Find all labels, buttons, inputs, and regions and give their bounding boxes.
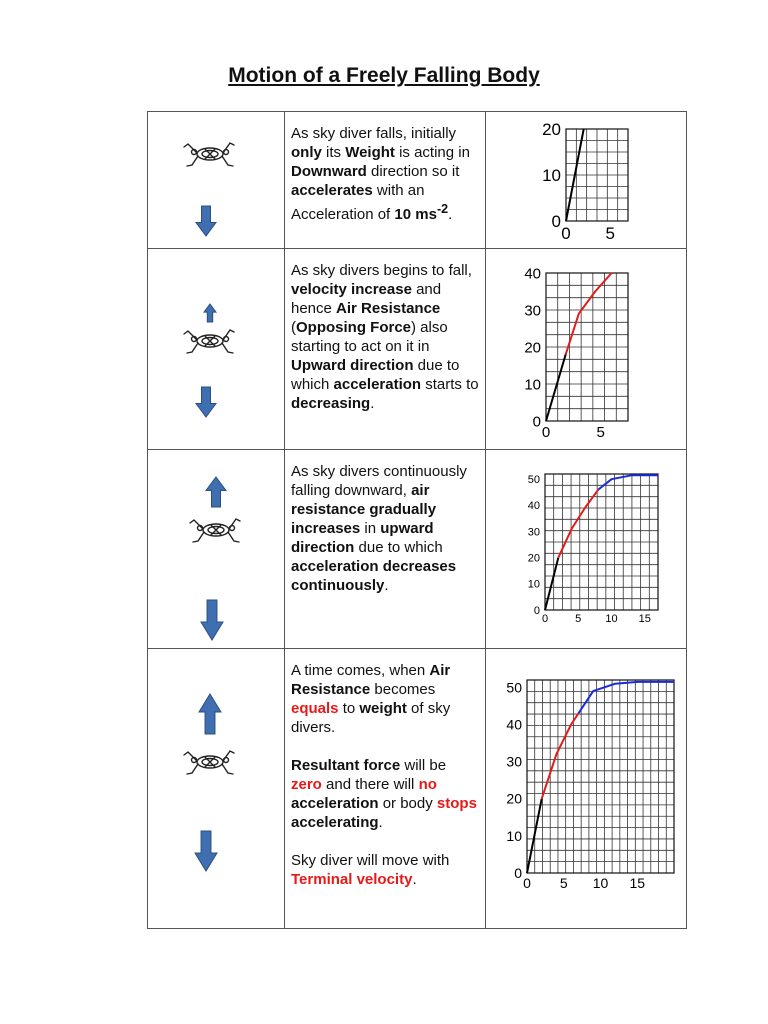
curve-blue-segment — [578, 682, 674, 714]
y-tick-label: 0 — [533, 604, 540, 617]
graph-grid — [546, 273, 628, 421]
y-tick-label: 50 — [506, 679, 522, 696]
motion-table — [147, 111, 687, 929]
skydiver-icon — [184, 751, 234, 774]
table-row — [148, 249, 687, 450]
curve-red-segment — [558, 490, 598, 558]
figure-cell — [148, 249, 285, 450]
y-tick-label: 0 — [514, 864, 522, 881]
down-arrow-icon — [201, 600, 223, 640]
text-cell — [285, 450, 486, 649]
table-row — [148, 112, 687, 249]
skydiver-icon — [190, 519, 240, 542]
skydiver-icon — [184, 143, 234, 166]
x-tick-label: 10 — [605, 613, 618, 625]
curve-black-segment — [545, 558, 558, 610]
y-tick-label: 0 — [551, 211, 561, 231]
y-tick-label: 20 — [527, 552, 540, 565]
table-row — [148, 649, 687, 929]
text-cell — [285, 649, 486, 929]
x-tick-label: 10 — [592, 875, 609, 891]
y-tick-label: 40 — [524, 265, 541, 283]
skydiver-figure — [148, 112, 284, 249]
y-tick-label: 0 — [532, 413, 541, 431]
down-arrow-icon — [196, 387, 216, 417]
curve-black-segment — [546, 354, 566, 421]
up-arrow-icon — [199, 694, 221, 734]
y-tick-label: 20 — [524, 339, 541, 357]
x-tick-label: 0 — [541, 424, 551, 441]
description-text: As sky diver falls, initially only its Weight is acting in Downward direction so it accelerates with an Acceleration of 10 $ms^{-2}$. — [291, 125, 470, 223]
y-tick-label: 30 — [524, 302, 541, 320]
graph-cell — [486, 450, 687, 649]
y-tick-label: 40 — [527, 500, 540, 513]
curve-red-segment — [542, 713, 579, 798]
graph-cell — [486, 112, 687, 249]
velocity-graph — [486, 112, 686, 249]
figure-cell — [148, 112, 285, 249]
figure-cell — [148, 649, 285, 929]
graph-grid — [545, 474, 658, 610]
y-tick-label: 50 — [527, 474, 540, 487]
y-tick-label: 10 — [527, 578, 540, 591]
y-tick-label: 30 — [527, 526, 540, 539]
description-text: As sky divers begins to fall, velocity increase and hence Air Resistance (Opposing Force) also starting to act on it in Upward direction due to which acceleration starts to decreasing. — [291, 262, 479, 412]
x-tick-label: 15 — [629, 875, 646, 891]
skydiver-figure — [148, 649, 284, 929]
x-tick-label: 0 — [561, 224, 571, 243]
y-tick-label: 40 — [506, 716, 522, 733]
velocity-graph — [486, 450, 686, 649]
down-arrow-icon — [195, 831, 217, 871]
y-tick-label: 20 — [542, 119, 561, 139]
up-arrow-icon — [206, 477, 226, 507]
table-row — [148, 450, 687, 649]
skydiver-figure — [148, 249, 284, 450]
up-arrow-icon — [204, 304, 216, 322]
x-tick-label: 0 — [541, 613, 549, 625]
text-cell — [285, 249, 486, 450]
skydiver-figure — [148, 450, 284, 649]
x-tick-label: 0 — [523, 875, 531, 891]
y-tick-label: 10 — [524, 376, 541, 394]
y-tick-label: 30 — [506, 753, 522, 770]
y-tick-label: 20 — [506, 790, 522, 807]
description-text: A time comes, when Air Resistance becomes equals to weight of sky divers. Resultant force will be zero and there will no acceleration or body stops accelerating. Sky diver will move with Terminal velocity. — [291, 662, 477, 888]
graph-cell — [486, 249, 687, 450]
y-tick-label: 10 — [542, 165, 561, 185]
velocity-graph — [486, 649, 686, 929]
figure-cell — [148, 450, 285, 649]
down-arrow-icon — [196, 206, 216, 236]
graph-cell — [486, 649, 687, 929]
x-tick-label: 5 — [605, 224, 616, 243]
velocity-graph — [486, 249, 686, 450]
x-tick-label: 15 — [638, 613, 651, 625]
x-tick-label: 5 — [596, 424, 605, 441]
page-title: Motion of a Freely Falling Body — [228, 64, 540, 87]
x-tick-label: 5 — [559, 875, 568, 891]
x-tick-label: 5 — [575, 613, 582, 625]
description-text: As sky divers continuously falling downward, air resistance gradually increases in upward direction due to which acceleration decreases continuously. — [291, 463, 467, 594]
y-tick-label: 10 — [506, 827, 522, 844]
skydiver-icon — [184, 330, 234, 353]
text-cell — [285, 112, 486, 249]
